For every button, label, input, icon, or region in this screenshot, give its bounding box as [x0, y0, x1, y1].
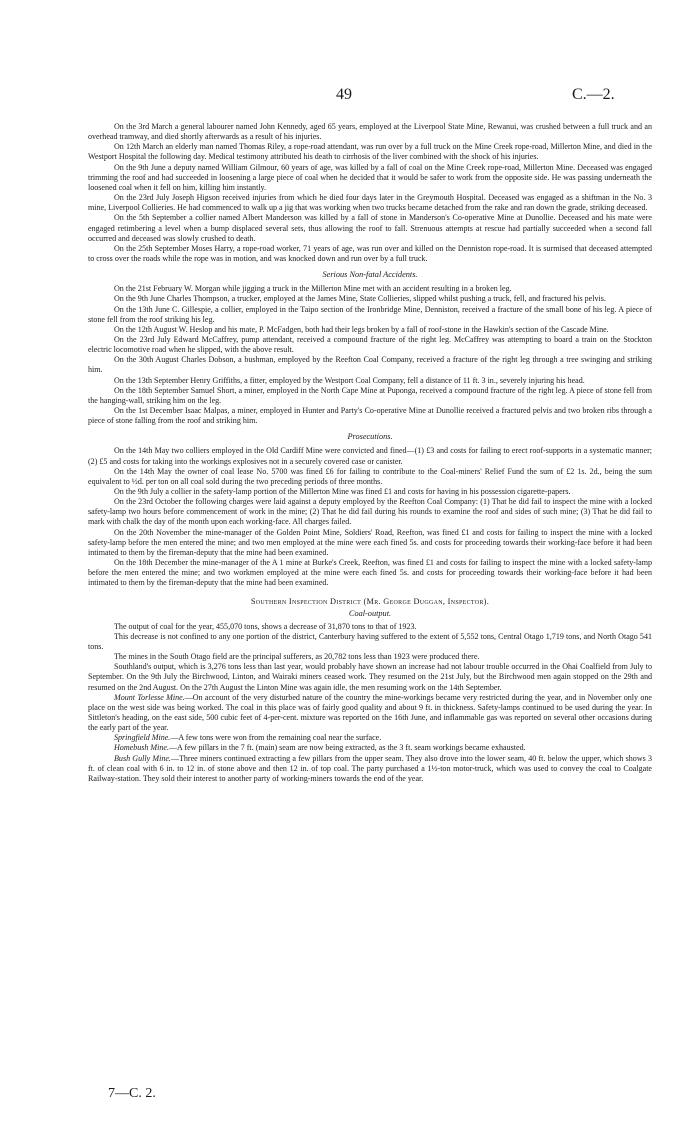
paragraph: This decrease is not confined to any one portion of the district, Canterbury having suffered to the extent of 5,552 tons, Central Otago 1,719 tons, and North Otago 541 tons.: [88, 631, 652, 651]
paragraph: The output of coal for the year, 455,070 tons, shows a decrease of 31,870 tons to that of 1923.: [114, 621, 417, 631]
paragraph: On the 14th May the owner of coal lease No. 5700 was fined £6 for failing to contribute to the Coal-miners' Relief Fund the sum of £2 1s. 2d., being the sum equivalent to ½d. per ton on all coal sold during the two preceding periods of three months.: [88, 466, 652, 486]
paragraph-text: —Three miners continued extracting a few pillars from the upper seam. They also drove into the lower seam, 40 ft. below the upper, which shows 3 ft. of clean coal with 6 in. to 12 in. of stone above and then 12 in. of top coal. The party purchased a 1½-ton motor-truck, which was used to convey the coal to Coalgate Railway-station. They sold their interest to another party of working-miners towards the end of the year.: [88, 753, 652, 783]
paragraph: On the 18th December the mine-manager of the A 1 mine at Burke's Creek, Reefton, was fined £1 and costs for failing to inspect the mine with a locked safety-lamp before the men entered the mine; and two workmen employed at the mine were each fined 5s. and costs for proceeding towards their working-face before it had been intimated to them by the fireman-deputy that the mine had been examined.: [88, 558, 652, 588]
paragraph: [88, 733, 652, 743]
paragraph: The mines in the South Otago field are the principal sufferers, as 20,782 tons less than 1923 were produced there.: [114, 652, 480, 662]
paragraph: [88, 743, 652, 753]
paragraph-lead-title: Springfield Mine.: [114, 733, 171, 743]
paragraph-text: —A few pillars in the 7 ft. (main) seam are now being extracted, as the 3 ft. seam workings became exhausted.: [168, 743, 526, 753]
paragraph: On the 12th August W. Heslop and his mate, P. McFadgen, both had their legs broken by a fall of roof-stone in the Hawkin's section of the Cascade Mine.: [114, 324, 609, 334]
paragraph: On the 1st December Isaac Malpas, a miner, employed in Hunter and Party's Co-operative Mine at Dunollie received a fractured pelvis and two broken ribs through a piece of stone falling from the roof and striking him.: [88, 406, 652, 426]
paragraph-lead-title: Homebush Mine.: [114, 743, 169, 753]
paragraph: On the 9th June a deputy named William Gilmour, 60 years of age, was killed by a fall of coal on the Mine Creek rope-road, Millerton Mine. Deceased was engaged trimming the roof and had succeeded in loosening a large piece of coal when he decided that it would be safer to work from the opposite side. He was passing underneath the loosened coal when it fell on him, killing him instantly.: [88, 162, 652, 192]
paragraph: On 12th March an elderly man named Thomas Riley, a rope-road attendant, was run over by a full truck on the Mine Creek rope-road, Millerton Mine, and died in the Westport Hospital the following day. Medical testimony attributed his death to cirrhosis of the liver combined with the shock of his injuries.: [88, 142, 652, 162]
page-header: [0, 86, 700, 110]
district-heading: Southern Inspection District (Mr. George Duggan, Inspector).: [250, 596, 490, 606]
paragraph: On the 13th September Henry Griffiths, a fitter, employed by the Westport Coal Company, fell a distance of 11 ft. 3 in., severely injuring his head.: [114, 375, 585, 385]
paragraph: On the 23rd July Joseph Higson received injuries from which he died four days later in the Greymouth Hospital. Deceased was engaged as a shiftman in the No. 3 mine, Liverpool Collieries. He had commenced to walk up a jig that was working when two trucks became detached from the rake and ran down the grade, striking deceased.: [88, 193, 652, 213]
paragraph: On the 5th September a collier named Albert Manderson was killed by a fall of stone in Manderson's Co-operative Mine at Dunollie. Deceased and his mate were engaged retimbering a level when a bump displaced several sets, thus allowing the roof to fall. Strenuous attempts at rescue had partially succeeded when a second fall occurred and deceased was slowly crushed to death.: [88, 213, 652, 243]
paragraph: On the 3rd March a general labourer named John Kennedy, aged 65 years, employed at the Liverpool State Mine, Rewanui, was crushed between a full truck and an overhead tramway, and died shortly afterwards as a result of his injuries.: [88, 122, 652, 142]
paragraph: [88, 693, 652, 734]
paragraph: On the 9th June Charles Thompson, a trucker, employed at the James Mine, State Collieries, slipped whilst pushing a truck, fell, and fractured his pelvis.: [114, 294, 606, 304]
paragraph-lead-title: Bush Gully Mine.: [114, 753, 171, 763]
paragraph-lead-title: Mount Torlesse Mine.: [114, 692, 185, 702]
paragraph: On the 25th September Moses Harry, a rope-road worker, 71 years of age, was run over and killed on the Denniston rope-road. It is surmised that deceased attempted to cross over the roads while the rope was in motion, and was knocked down and run over by a full truck.: [88, 243, 652, 264]
paragraph: On the 20th November the mine-manager of the Golden Point Mine, Soldiers' Road, Reefton, was fined £1 and costs for failing to inspect the mine with a locked safety-lamp before the men entered the mine; and two men employed at the mine were each fined 5s. and costs for proceeding towards their working-face before it had been intimated to them by the fireman-deputy that the mine had been examined.: [88, 527, 652, 557]
paragraph: On the 23rd July Edward McCaffrey, pump attendant, received a compound fracture of the right leg. McCaffrey was attempting to board a train on the Stockton electric locomotive road when he slipped, with the above result.: [88, 334, 652, 355]
paragraph-text: —On account of the very disturbed nature of the country the mine-workings became very restricted during the year, and in November only one place on the west side was being worked. The coal in this place was of fairly good quality and about 9 ft. in thickness. Safety-lamps continued to be used during the year. In Sittleton's heading, on the east side, 500 cubic feet of 4-per-cent. mixture was reported on the 16th June, and inflammable gas was reported on several other occasions during the early part of the year.: [88, 692, 652, 733]
paragraph: On the 9th July a collier in the safety-lamp portion of the Millerton Mine was fined £1 and costs for having in his possession cigarette-papers.: [114, 487, 571, 496]
paragraph: On the 23rd October the following charges were laid against a deputy employed by the Reefton Coal Company: (1) That he did fail to inspect the mine with a locked safety-lamp two hours before commencement of work in the mine; (2) That he did fail during his rounds to examine the roof and sides of such mine; (3) That he did fail to mark with chalk the day of the month upon each working-face. All charges failed.: [88, 497, 652, 527]
section-heading: Serious Non-fatal Accidents.: [322, 270, 418, 280]
page-number: 49: [336, 86, 352, 103]
section-heading: Coal-output.: [348, 608, 392, 618]
document-body: [88, 122, 652, 784]
section-heading: Prosecutions.: [347, 432, 393, 442]
paragraph: Southland's output, which is 3,276 tons less than last year, would probably have shown an increase had not labour trouble occurred in the Ohai Coalfield from July to September. On the 9th July the Birchwood, Linton, and Wairaki miners ceased work. They resumed on the 21st July, but the Birchwood men again stopped on the 29th and resumed on the 2nd August. On the 27th August the Linton Mine was again idle, the men resuming work on the 14th September.: [88, 662, 652, 692]
paragraph: On the 30th August Charles Dobson, a bushman, employed by the Reefton Coal Company, received a fracture of the right leg through a tree swinging and striking him.: [88, 355, 652, 375]
paragraph: On the 13th June C. Gillespie, a collier, employed in the Taipo section of the Ironbridge Mine, Denniston, received a fracture of the small bone of his leg. A piece of stone fell from the roof striking his leg.: [88, 304, 652, 324]
paragraph-text: —A few tons were won from the remaining coal near the surface.: [170, 733, 382, 743]
paragraph: On the 18th September Samuel Short, a miner, employed in the North Cape Mine at Puponga, received a compound fracture of the right leg. A piece of stone fell from the hanging-wall, striking him on the leg.: [88, 385, 652, 405]
report-reference: C.—2.: [572, 86, 615, 103]
paragraph: On the 14th May two colliers employed in the Old Cardiff Mine were convicted and fined—(1) £3 and costs for failing to erect roof-supports in a systematic manner; (2) £5 and costs for taking into the workings explosives not in a securely covered case or canister.: [88, 446, 652, 466]
paragraph: On the 21st February W. Morgan while jigging a truck in the Millerton Mine met with an accident resulting in a broken leg.: [114, 284, 512, 294]
printer-signature: 7—C. 2.: [108, 1086, 156, 1101]
paragraph: [88, 754, 652, 784]
